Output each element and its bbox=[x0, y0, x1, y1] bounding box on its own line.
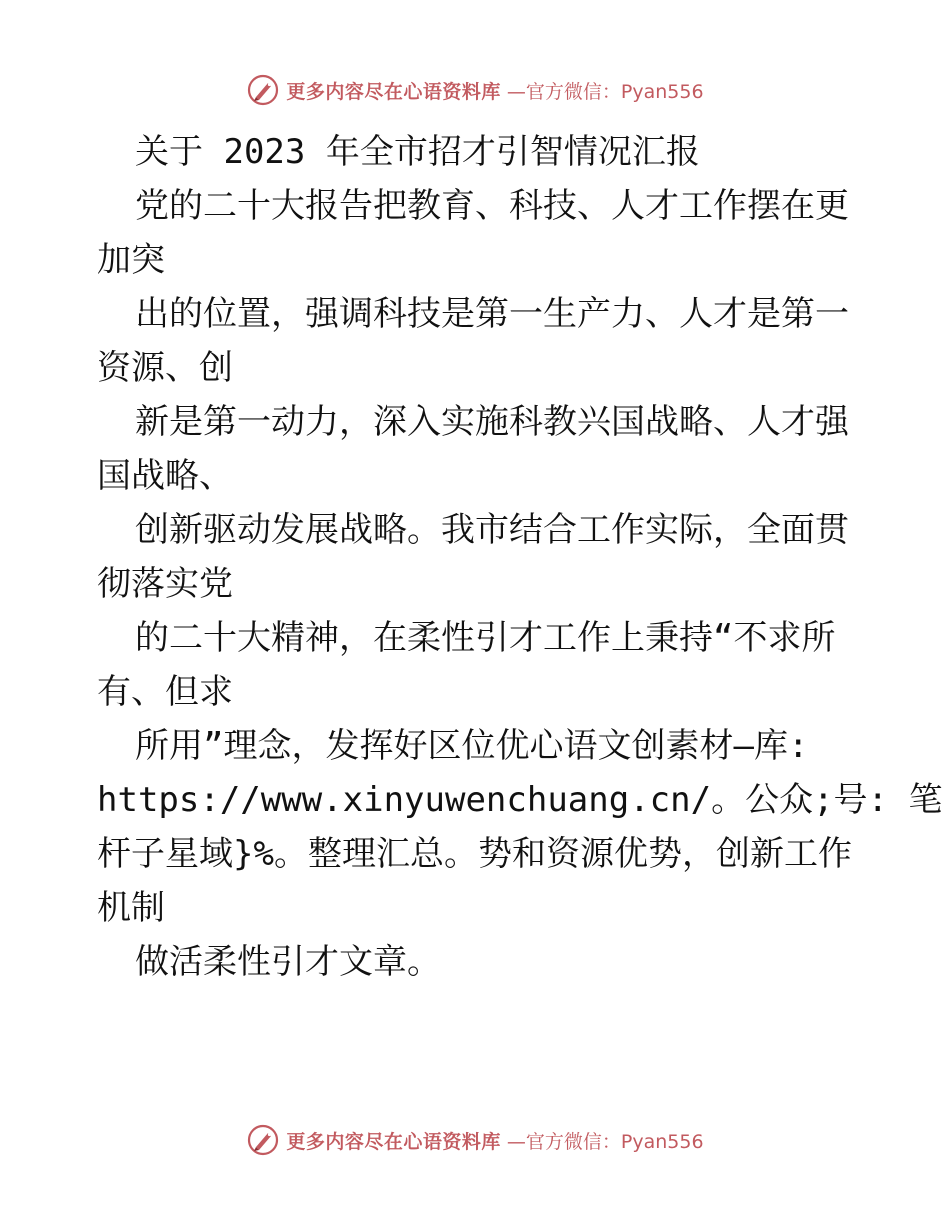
text-line: 有、但求 bbox=[97, 672, 233, 712]
document-title: 关于 2023 年全市招才引智情况汇报 bbox=[135, 132, 700, 172]
pen-logo-icon bbox=[246, 1123, 280, 1157]
text-line: 出的位置，强调科技是第一生产力、人才是第一 bbox=[135, 294, 849, 334]
document-body bbox=[97, 125, 943, 989]
text-line: 国战略、 bbox=[97, 456, 233, 496]
watermark-official-text: —官方微信：Pyan556 bbox=[506, 80, 704, 103]
text-line: 创新驱动发展战略。我市结合工作实际，全面贯 bbox=[135, 510, 849, 550]
text-line: 加突 bbox=[97, 240, 165, 280]
pen-logo-icon bbox=[246, 73, 280, 107]
text-line: 机制 bbox=[97, 888, 165, 928]
text-line: 杆子星域}%。整理汇总。势和资源优势，创新工作 bbox=[97, 834, 852, 874]
url-line: https://www.xinyuwenchuang.cn/。公众;号: 笔 bbox=[97, 780, 943, 820]
text-line: 做活柔性引才文章。 bbox=[135, 942, 441, 982]
text-line: 资源、创 bbox=[97, 348, 233, 388]
text-line: 新是第一动力，深入实施科教兴国战略、人才强 bbox=[135, 402, 849, 442]
watermark-site-text: 更多内容尽在心语资料库 bbox=[286, 80, 501, 103]
header-watermark-banner bbox=[0, 70, 950, 110]
text-line: 党的二十大报告把教育、科技、人才工作摆在更 bbox=[135, 186, 849, 226]
text-line: 彻落实党 bbox=[97, 564, 233, 604]
footer-watermark-banner bbox=[0, 1120, 950, 1160]
text-line: 的二十大精神，在柔性引才工作上秉持“不求所 bbox=[135, 618, 836, 658]
watermark-official-text: —官方微信：Pyan556 bbox=[506, 1130, 704, 1153]
watermark-site-text: 更多内容尽在心语资料库 bbox=[286, 1130, 501, 1153]
text-line: 所用”理念，发挥好区位优心语文创素材—库: bbox=[135, 726, 809, 766]
